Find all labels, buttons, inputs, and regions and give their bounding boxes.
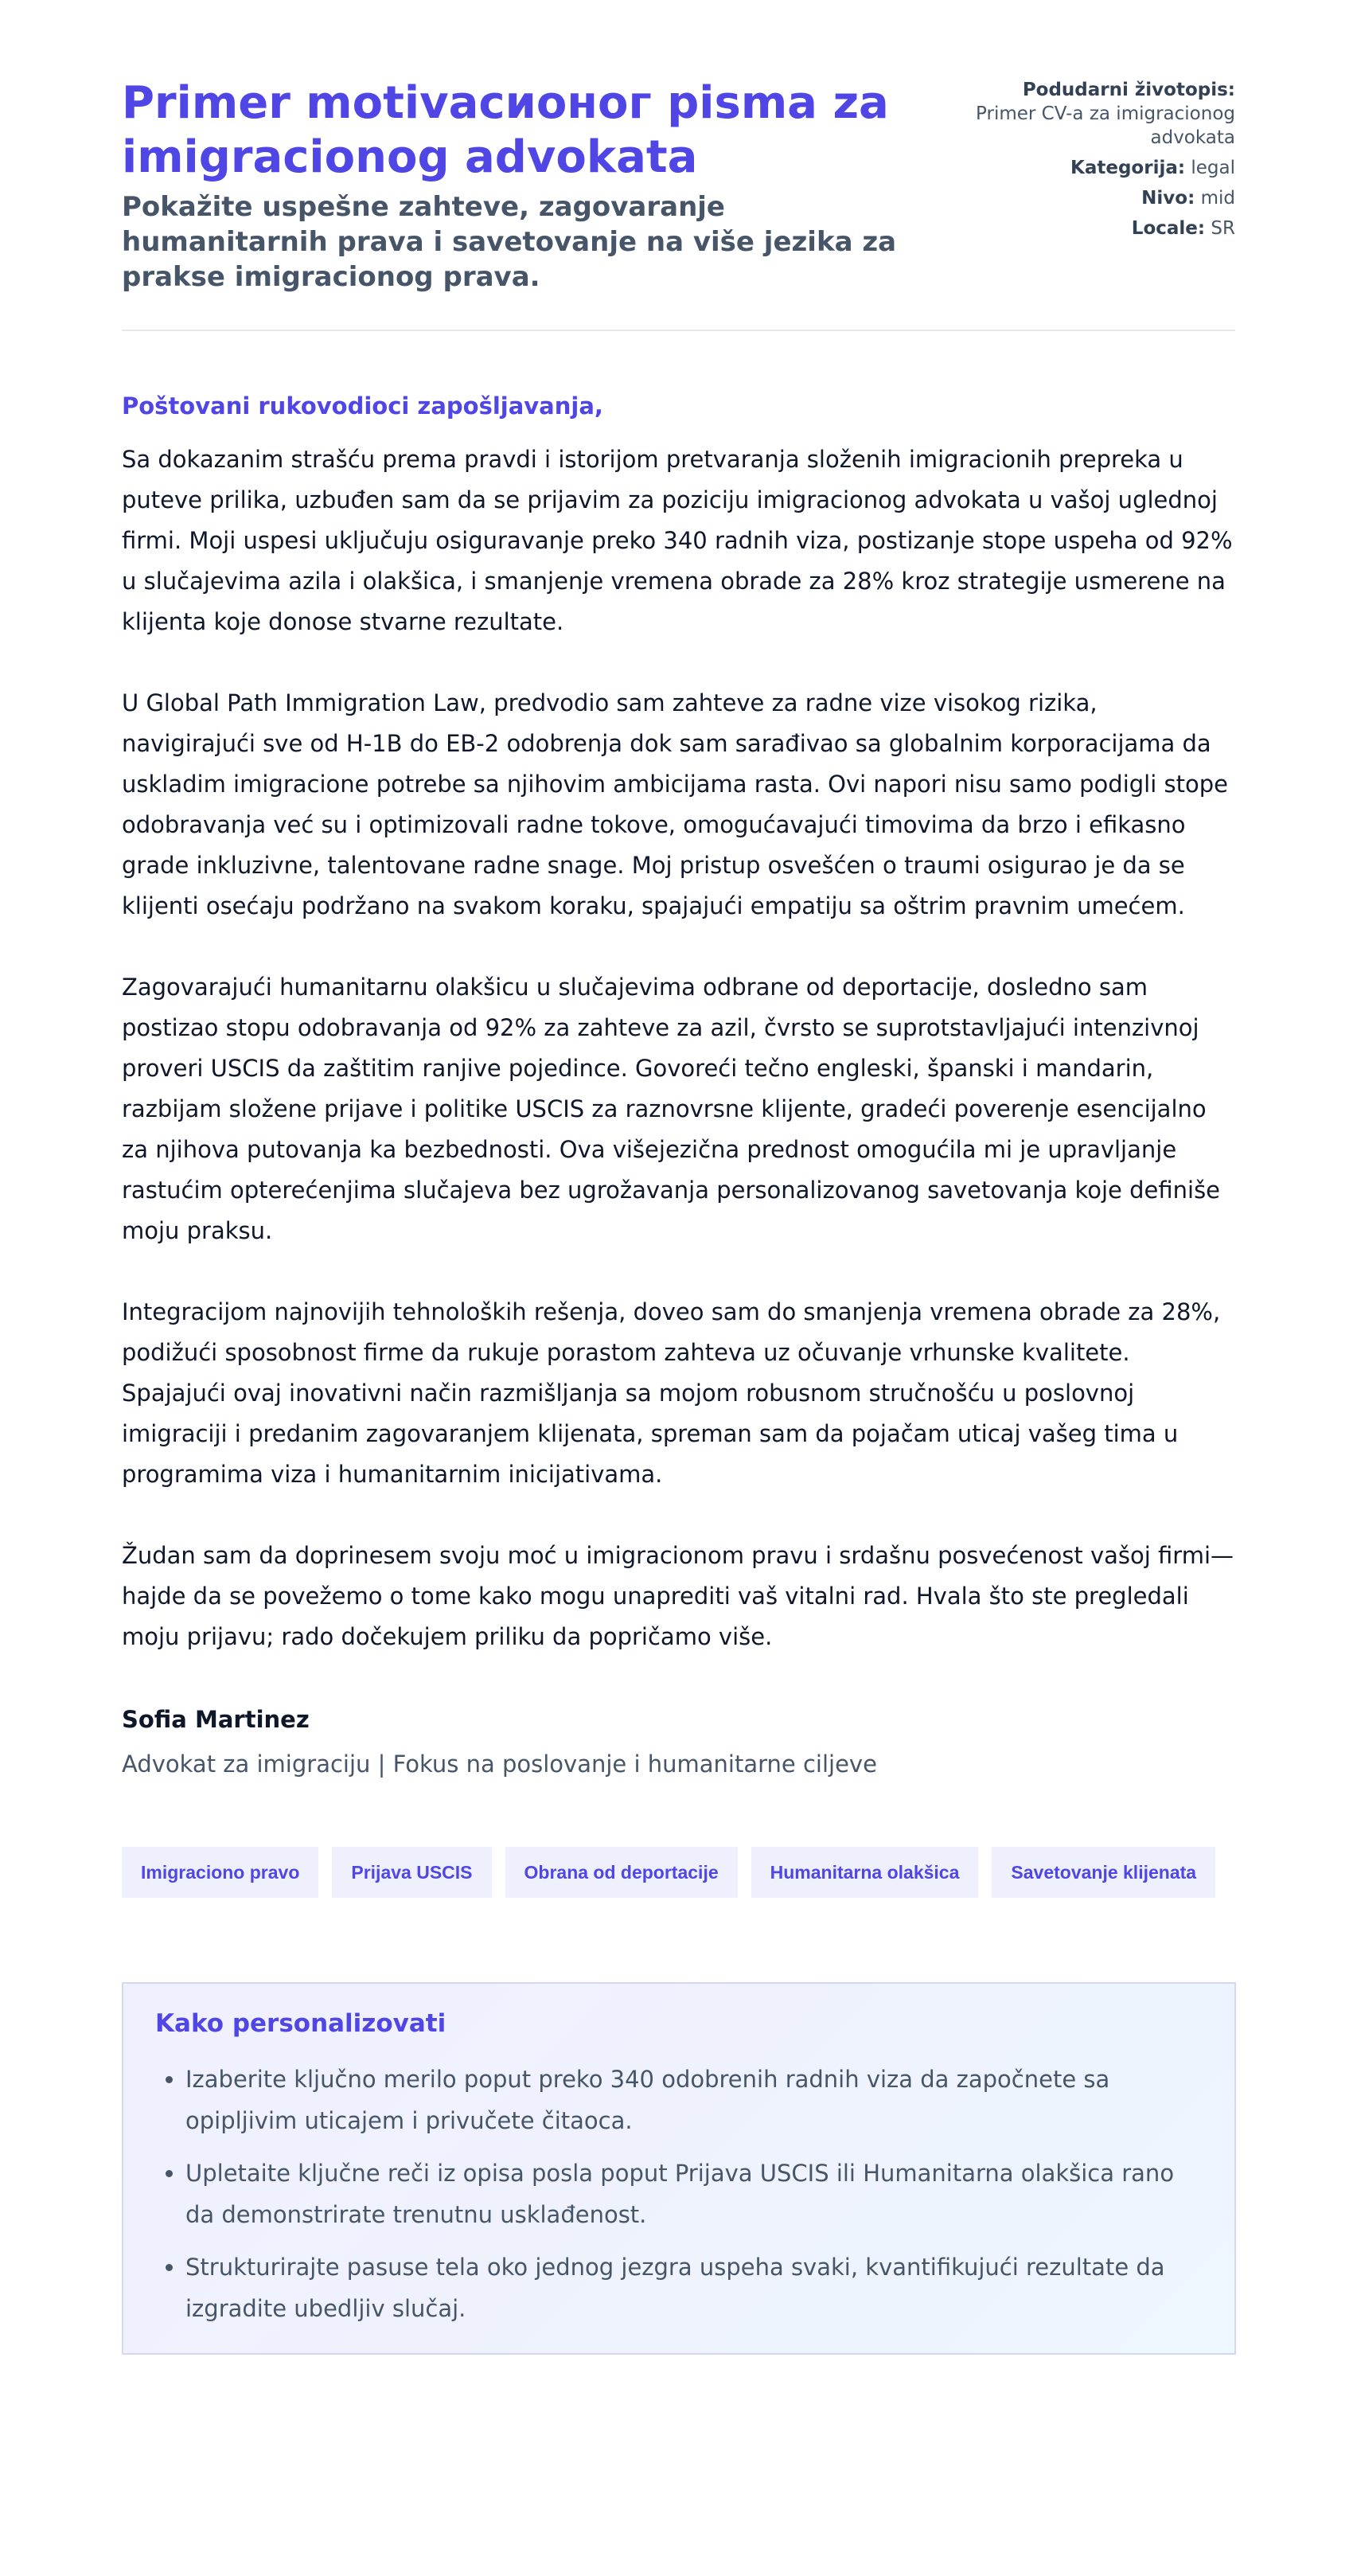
letter-salutation: Poštovani rukovodioci zapošljavanja, (122, 392, 603, 420)
meta-level (965, 186, 1235, 210)
meta-matched-resume (965, 78, 1235, 150)
tip-item: • Izaberite ključno merilo poput preko 340 odobrenih radnih viza da započnete sa opipljivim uticajem i privučete čitaoca. (185, 2059, 1203, 2141)
letter-body (122, 439, 1235, 1657)
page-title: Primer motivacионог pisma za imigracionog advokata (122, 77, 889, 183)
page-header (122, 76, 1235, 331)
meta-key: Locale: (1131, 218, 1206, 239)
meta-value: mid (1200, 188, 1235, 209)
page-subtitle: Pokažite uspešne zahteve, zagovaranje humanitarnih prava i savetovanje na više jezika za prakse imigracionog prava. (122, 191, 897, 293)
meta-category (965, 156, 1235, 180)
keyword-tags (122, 1847, 1236, 1898)
letter-paragraph: Žudan sam da doprinesem svoju moć u imigracionom pravu i srdašnu posvećenost vašoj firmi—hajde da se povežemo o tome kako mogu unaprediti vaš vitalni rad. Hvala što ste pregledali moju prijavu; rado dočekujem priliku da popričamo više. (122, 1542, 1234, 1650)
tip-item: • Strukturirajte pasuse tela oko jednog jezgra uspeha svaki, kvantifikujući rezultate da izgradite ubedljiv slučaj. (185, 2246, 1203, 2329)
meta-value-link[interactable]: Primer CV-a za imigracionog advokata (976, 103, 1235, 148)
letter-paragraph: Integracijom najnovijih tehnoloških rešenja, doveo sam do smanjenja vremena obrade za 28%, podižući sposobnost firme da rukuje porastom zahteva uz očuvanje vrhunske kvalitete. Spajajući ovaj inovativni način razmišljanja sa mojom robusnom stručnošću u poslovnoj imigraciji i predanim zagovaranjem klijenata, spreman sam da pojačam uticaj vašeg tima u programima viza i humanitarnim inicijativama. (122, 1298, 1221, 1488)
signature-role: Advokat za imigraciju | Fokus na poslovanje i humanitarne ciljeve (122, 1751, 877, 1778)
tag: Imigraciono pravo (122, 1847, 318, 1898)
meta-locale (965, 217, 1235, 240)
meta-key: Podudarni životopis: (1022, 80, 1235, 100)
tag: Savetovanje klijenata (992, 1847, 1215, 1898)
tip-item: • Upletaite ključne reči iz opisa posla poput Prijava USCIS ili Humanitarna olakšica rano da demonstrirate trenutnu usklađenost. (185, 2153, 1203, 2235)
tips-list (155, 2059, 1203, 2329)
tips-title: Kako personalizovati (155, 2009, 446, 2038)
header-left (122, 76, 926, 295)
signature-name: Sofia Martinez (122, 1706, 310, 1733)
letter-paragraph: Sa dokazanim strašću prema pravdi i istorijom pretvaranja složenih imigracionih prepreka u puteve prilika, uzbuđen sam da se prijavim za poziciju imigracionog advokata u vašoj uglednoj firmi. Moji uspesi uključuju osiguravanje preko 340 radnih viza, postizanje stope uspeha od 92% u slučajevima azila i olakšica, i smanjenje vremena obrade za 28% kroz strategije usmerene na klijenta koje donose stvarne rezultate. (122, 446, 1233, 635)
letter-paragraph: U Global Path Immigration Law, predvodio sam zahteve za radne vize visokog rizika, navigirajući sve od H-1B do EB-2 odobrenja dok sam sarađivao sa globalnim korporacijama da uskladim imigracione potrebe sa njihovim ambicijama rasta. Ovi napori nisu samo podigli stope odobravanja već su i optimizovali radne tokove, omogućavajući timovima da brzo i efikasno grade inkluzivne, talentovane radne snage. Moj pristup osvešćen o traumi osigurao je da se klijenti osećaju podržano na svakom koraku, spajajući empatiju sa oštrim pravnim umećem. (122, 689, 1228, 919)
tag: Humanitarna olakšica (751, 1847, 979, 1898)
letter-paragraph: Zagovarajući humanitarnu olakšicu u slučajevima odbrane od deportacije, dosledno sam postizao stopu odobravanja od 92% za zahteve za azil, čvrsto se suprotstavljajući intenzivnoj proveri USCIS da zaštitim ranjive pojedince. Govoreći tečno engleski, španski i mandarin, razbijam složene prijave i politike USCIS za raznovrsne klijente, gradeći poverenje esencijalno za njihova putovanja ka bezbednosti. Ova višejezična prednost omogućila mi je upravljanje rastućim opterećenjima slučajeva bez ugrožavanja personalizovanog savetovanja koje definiše moju praksu. (122, 974, 1221, 1244)
meta-panel (965, 78, 1235, 247)
tag: Obrana od deportacije (505, 1847, 738, 1898)
tag: Prijava USCIS (332, 1847, 491, 1898)
meta-key: Kategorija: (1070, 158, 1186, 178)
signature (122, 1704, 1235, 1780)
meta-key: Nivo: (1141, 188, 1195, 209)
meta-value: SR (1211, 218, 1235, 239)
personalization-tips (122, 1982, 1236, 2355)
meta-value: legal (1191, 158, 1235, 178)
